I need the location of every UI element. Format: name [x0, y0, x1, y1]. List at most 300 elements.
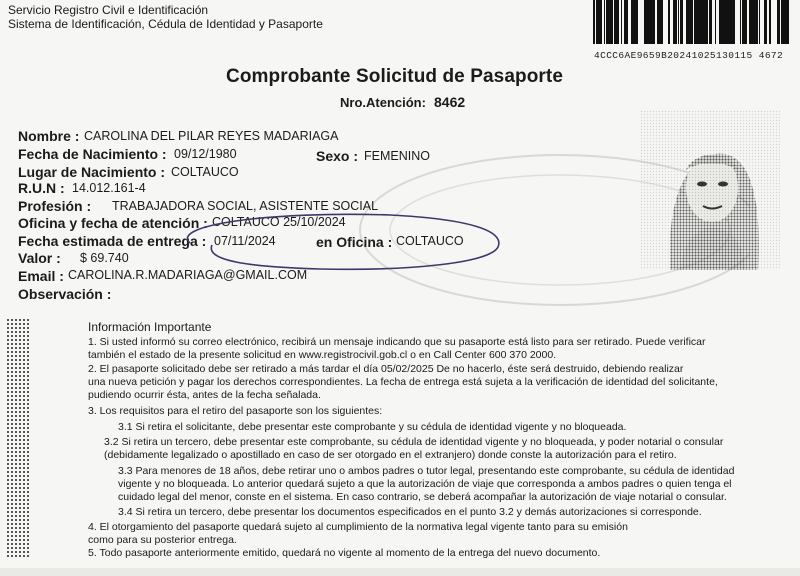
- dot-mark: [11, 483, 13, 485]
- dot-mark: [15, 331, 17, 333]
- header-agency: Servicio Registro Civil e Identificación: [8, 3, 209, 17]
- dot-mark: [7, 551, 9, 553]
- dot-mark: [11, 331, 13, 333]
- dot-mark: [19, 407, 21, 409]
- dot-mark: [7, 367, 9, 369]
- dot-mark: [11, 419, 13, 421]
- dot-mark: [27, 379, 29, 381]
- barcode-bar: [601, 0, 602, 44]
- barcode-bar: [751, 0, 752, 44]
- dot-mark: [15, 519, 17, 521]
- dot-mark: [11, 519, 13, 521]
- dot-mark: [7, 487, 9, 489]
- dot-mark: [23, 431, 25, 433]
- barcode-bar: [724, 0, 725, 44]
- dot-mark: [27, 415, 29, 417]
- dot-mark: [19, 487, 21, 489]
- dot-mark: [23, 547, 25, 549]
- dot-mark: [7, 499, 9, 501]
- barcode-bar: [647, 0, 648, 44]
- dot-mark: [19, 459, 21, 461]
- dot-mark: [11, 487, 13, 489]
- dot-mark: [27, 335, 29, 337]
- dot-mark: [15, 363, 17, 365]
- dot-mark: [27, 343, 29, 345]
- dot-mark: [7, 463, 9, 465]
- dot-mark: [15, 515, 17, 517]
- dot-mark: [23, 507, 25, 509]
- dot-mark: [11, 355, 13, 357]
- dot-mark: [19, 335, 21, 337]
- dot-mark: [11, 479, 13, 481]
- barcode-bar: [742, 0, 744, 44]
- dot-mark: [7, 395, 9, 397]
- dot-mark: [27, 407, 29, 409]
- dot-mark: [15, 431, 17, 433]
- dot-mark: [11, 407, 13, 409]
- barcode-bar: [699, 0, 702, 44]
- dot-column-marker: [6, 318, 36, 558]
- dot-mark: [27, 455, 29, 457]
- dot-mark: [7, 479, 9, 481]
- dot-mark: [11, 455, 13, 457]
- barcode-bar: [659, 0, 662, 44]
- dot-mark: [11, 503, 13, 505]
- dot-mark: [27, 347, 29, 349]
- barcode-bar: [682, 0, 683, 44]
- dot-mark: [27, 339, 29, 341]
- dot-mark: [23, 403, 25, 405]
- dot-mark: [19, 399, 21, 401]
- dot-mark: [19, 455, 21, 457]
- dot-mark: [27, 547, 29, 549]
- dot-mark: [19, 555, 21, 557]
- nombre-label: Nombre :: [18, 128, 80, 144]
- email-value: CAROLINA.R.MADARIAGA@GMAIL.COM: [68, 268, 308, 282]
- dot-mark: [7, 455, 9, 457]
- dot-mark: [7, 319, 9, 321]
- dot-mark: [23, 415, 25, 417]
- dot-mark: [23, 487, 25, 489]
- attention-number: 8462: [434, 94, 466, 110]
- dot-mark: [23, 467, 25, 469]
- dot-mark: [27, 383, 29, 385]
- dot-mark: [11, 403, 13, 405]
- dot-mark: [27, 447, 29, 449]
- run-value: 14.012.161-4: [72, 181, 146, 195]
- dot-mark: [23, 339, 25, 341]
- dot-mark: [15, 323, 17, 325]
- dot-mark: [19, 511, 21, 513]
- dot-mark: [19, 439, 21, 441]
- dot-mark: [19, 359, 21, 361]
- dot-mark: [7, 343, 9, 345]
- dot-mark: [23, 495, 25, 497]
- dot-mark: [11, 379, 13, 381]
- email-label: Email :: [18, 268, 64, 284]
- info-line: 3.3 Para menores de 18 años, debe retirar uno o ambos padres o tutor legal, presentando este comprobante, su cédula de identidad: [118, 465, 735, 477]
- dot-mark: [15, 523, 17, 525]
- nombre-value: CAROLINA DEL PILAR REYES MADARIAGA: [84, 129, 339, 143]
- dot-mark: [15, 411, 17, 413]
- dot-mark: [27, 395, 29, 397]
- oficina-label: Oficina y fecha de atención :: [18, 215, 208, 231]
- dot-mark: [27, 319, 29, 321]
- dot-mark: [11, 343, 13, 345]
- dot-mark: [15, 447, 17, 449]
- dot-mark: [11, 415, 13, 417]
- dot-mark: [11, 439, 13, 441]
- dot-mark: [23, 351, 25, 353]
- entrega-value: 07/11/2024: [214, 234, 276, 248]
- dot-mark: [23, 535, 25, 537]
- attention-label: Nro.Atención:: [340, 95, 426, 110]
- dot-mark: [15, 355, 17, 357]
- dot-mark: [19, 499, 21, 501]
- dot-mark: [23, 491, 25, 493]
- dot-mark: [23, 399, 25, 401]
- dot-mark: [15, 339, 17, 341]
- dot-mark: [15, 495, 17, 497]
- dot-mark: [23, 391, 25, 393]
- barcode-bar: [635, 0, 636, 44]
- dot-mark: [15, 475, 17, 477]
- dot-mark: [23, 423, 25, 425]
- info-line: vigente y no bloqueada. Lo anterior quedará sujeto a que la autorización de viaje que corresponda a ambos padres o quien tenga el: [118, 478, 732, 490]
- barcode-bar: [749, 0, 751, 44]
- barcode-bar: [675, 0, 676, 44]
- dot-mark: [7, 515, 9, 517]
- barcode-bar: [681, 0, 682, 44]
- dot-mark: [15, 551, 17, 553]
- applicant-photo: [640, 110, 780, 270]
- dot-mark: [23, 555, 25, 557]
- dot-mark: [15, 347, 17, 349]
- dot-mark: [23, 375, 25, 377]
- dot-mark: [19, 535, 21, 537]
- dot-mark: [19, 319, 21, 321]
- dot-mark: [23, 319, 25, 321]
- dot-mark: [11, 515, 13, 517]
- barcode-bar: [725, 0, 728, 44]
- dot-mark: [15, 427, 17, 429]
- dot-mark: [11, 435, 13, 437]
- dot-mark: [7, 447, 9, 449]
- dot-mark: [15, 463, 17, 465]
- dot-mark: [27, 355, 29, 357]
- dot-mark: [7, 327, 9, 329]
- dot-mark: [7, 411, 9, 413]
- barcode-bar: [593, 0, 594, 44]
- profesion-label: Profesión :: [18, 198, 92, 214]
- dot-mark: [15, 387, 17, 389]
- dot-mark: [27, 479, 29, 481]
- dot-mark: [23, 499, 25, 501]
- dot-mark: [7, 443, 9, 445]
- dot-mark: [7, 467, 9, 469]
- dot-mark: [7, 387, 9, 389]
- dot-mark: [11, 443, 13, 445]
- dot-mark: [15, 371, 17, 373]
- dot-mark: [19, 527, 21, 529]
- dot-mark: [15, 359, 17, 361]
- dot-mark: [23, 359, 25, 361]
- barcode-bar: [770, 0, 771, 44]
- dot-mark: [7, 383, 9, 385]
- dot-mark: [23, 439, 25, 441]
- dot-mark: [11, 463, 13, 465]
- dot-mark: [19, 519, 21, 521]
- dot-mark: [27, 323, 29, 325]
- dot-mark: [7, 459, 9, 461]
- barcode-bar: [598, 0, 601, 44]
- dot-mark: [23, 411, 25, 413]
- dot-mark: [23, 479, 25, 481]
- dot-mark: [27, 399, 29, 401]
- dot-mark: [27, 351, 29, 353]
- dot-mark: [19, 371, 21, 373]
- dot-mark: [7, 523, 9, 525]
- barcode-bar: [662, 0, 663, 44]
- info-line: también el estado de la presente solicitud en www.registrocivil.gob.cl o en Call Center 600 370 2000.: [88, 349, 557, 361]
- dot-mark: [7, 491, 9, 493]
- dot-mark: [27, 423, 29, 425]
- info-line: 3. Los requisitos para el retiro del pasaporte son los siguientes:: [88, 405, 383, 417]
- dot-mark: [23, 427, 25, 429]
- dot-mark: [11, 347, 13, 349]
- dot-mark: [27, 519, 29, 521]
- dot-mark: [15, 443, 17, 445]
- dot-mark: [15, 395, 17, 397]
- dot-mark: [19, 551, 21, 553]
- header-system: Sistema de Identificación, Cédula de Identidad y Pasaporte: [8, 17, 323, 31]
- dot-mark: [19, 503, 21, 505]
- dot-mark: [11, 451, 13, 453]
- barcode-bar: [668, 0, 669, 44]
- dot-mark: [11, 327, 13, 329]
- barcode-bar: [769, 0, 770, 44]
- barcode-bar: [594, 0, 595, 44]
- dot-mark: [19, 411, 21, 413]
- dot-mark: [19, 391, 21, 393]
- dot-mark: [23, 335, 25, 337]
- dot-mark: [11, 543, 13, 545]
- info-line: 3.4 Si retira un tercero, debe presentar los documentos especificados en el punto 3.2 y demás autorizaciones si corresponde.: [118, 506, 702, 518]
- dot-mark: [23, 347, 25, 349]
- barcode-bar: [746, 0, 747, 44]
- dot-mark: [23, 383, 25, 385]
- dot-mark: [27, 471, 29, 473]
- dot-mark: [23, 435, 25, 437]
- dot-mark: [23, 539, 25, 541]
- dot-mark: [23, 503, 25, 505]
- dot-mark: [27, 523, 29, 525]
- dot-mark: [19, 467, 21, 469]
- dot-mark: [27, 443, 29, 445]
- dot-mark: [23, 463, 25, 465]
- dot-mark: [27, 359, 29, 361]
- dot-mark: [27, 503, 29, 505]
- dot-mark: [7, 351, 9, 353]
- barcode-bar: [719, 0, 721, 44]
- page-title: Comprobante Solicitud de Pasaporte: [226, 66, 564, 87]
- dot-mark: [15, 319, 17, 321]
- dot-mark: [7, 427, 9, 429]
- info-line: 2. El pasaporte solicitado debe ser retirado a más tardar el día 05/02/2025 De no hacerlo, éste será destruido, debiendo realizar: [88, 363, 684, 375]
- dot-mark: [11, 535, 13, 537]
- info-line: cuidado legal del menor, conste en el sistema. En caso contrario, se deberá acompañar la autorización de viaje notarial o consular.: [118, 491, 727, 503]
- dot-mark: [19, 483, 21, 485]
- barcode-bar: [783, 0, 786, 44]
- barcode-bar: [644, 0, 646, 44]
- dot-mark: [7, 471, 9, 473]
- barcode-bar: [678, 0, 679, 44]
- dot-mark: [7, 399, 9, 401]
- info-line: (debidamente legalizado o apostillado en caso de ser otorgado en el extranjero) donde conste la autorización para el retiro.: [104, 449, 677, 461]
- dot-mark: [19, 495, 21, 497]
- dot-mark: [23, 543, 25, 545]
- dot-mark: [15, 527, 17, 529]
- dot-mark: [23, 331, 25, 333]
- dot-mark: [11, 335, 13, 337]
- barcode-bar: [686, 0, 689, 44]
- barcode-bar: [744, 0, 745, 44]
- dot-mark: [7, 507, 9, 509]
- en-oficina-label: en Oficina :: [316, 234, 393, 250]
- dot-mark: [23, 371, 25, 373]
- barcode-bar: [651, 0, 653, 44]
- dot-mark: [19, 323, 21, 325]
- dot-mark: [11, 527, 13, 529]
- dot-mark: [27, 507, 29, 509]
- barcode-bar: [626, 0, 627, 44]
- barcode-bar: [648, 0, 651, 44]
- barcode-bar: [606, 0, 608, 44]
- dot-mark: [15, 351, 17, 353]
- dot-mark: [15, 487, 17, 489]
- barcode-bar: [617, 0, 619, 44]
- dot-mark: [27, 371, 29, 373]
- barcode-bar: [752, 0, 753, 44]
- dot-mark: [11, 427, 13, 429]
- barcode-bar: [705, 0, 708, 44]
- dot-mark: [23, 475, 25, 477]
- info-line: una nueva petición y pagar los derechos correspondientes. La fecha de entrega está sujeta a la verificación de identidad del solicitante,: [88, 376, 718, 388]
- dot-mark: [27, 367, 29, 369]
- dot-mark: [15, 435, 17, 437]
- dot-mark: [11, 447, 13, 449]
- dot-mark: [11, 547, 13, 549]
- dot-mark: [15, 535, 17, 537]
- dot-mark: [11, 395, 13, 397]
- dot-mark: [15, 543, 17, 545]
- dot-mark: [7, 371, 9, 373]
- page-edge: [0, 568, 800, 576]
- barcode-bar: [753, 0, 756, 44]
- barcode-bar: [676, 0, 677, 44]
- dot-mark: [23, 443, 25, 445]
- observacion-label: Observación :: [18, 286, 112, 302]
- dot-mark: [11, 495, 13, 497]
- dot-mark: [7, 543, 9, 545]
- dot-mark: [15, 499, 17, 501]
- dot-mark: [23, 527, 25, 529]
- dot-mark: [23, 447, 25, 449]
- dot-mark: [15, 391, 17, 393]
- dot-mark: [7, 483, 9, 485]
- dot-mark: [11, 323, 13, 325]
- dot-mark: [23, 327, 25, 329]
- dot-mark: [15, 483, 17, 485]
- barcode-bar: [631, 0, 632, 44]
- barcode-bar: [674, 0, 675, 44]
- dot-mark: [27, 327, 29, 329]
- dot-mark: [23, 419, 25, 421]
- barcode-bar: [734, 0, 735, 44]
- info-line: pudiendo ocurrir ésta, antes de la fecha señalada.: [88, 389, 321, 401]
- dot-mark: [19, 339, 21, 341]
- dot-mark: [7, 331, 9, 333]
- dot-mark: [15, 439, 17, 441]
- barcode-graphic: [590, 0, 790, 44]
- dot-mark: [11, 351, 13, 353]
- dot-mark: [7, 323, 9, 325]
- barcode-bar: [624, 0, 626, 44]
- barcode-bar: [610, 0, 613, 44]
- dot-mark: [27, 451, 29, 453]
- dot-mark: [7, 527, 9, 529]
- profesion-value: TRABAJADORA SOCIAL, ASISTENTE SOCIAL: [112, 199, 379, 213]
- dot-mark: [15, 455, 17, 457]
- dot-mark: [7, 451, 9, 453]
- dot-mark: [7, 355, 9, 357]
- dot-mark: [7, 363, 9, 365]
- barcode-bar: [633, 0, 635, 44]
- dot-mark: [11, 423, 13, 425]
- barcode-text: 4CCC6AE9659B20241025130115 4672: [594, 50, 784, 61]
- dot-mark: [7, 347, 9, 349]
- dot-mark: [19, 451, 21, 453]
- dot-mark: [7, 531, 9, 533]
- dot-mark: [11, 399, 13, 401]
- info-title: Información Importante: [88, 320, 212, 334]
- dot-mark: [19, 343, 21, 345]
- dot-mark: [19, 379, 21, 381]
- dot-mark: [27, 539, 29, 541]
- barcode-bar: [680, 0, 681, 44]
- barcode-bar: [614, 0, 615, 44]
- dot-mark: [27, 535, 29, 537]
- barcode-bar: [692, 0, 693, 44]
- barcode-bar: [721, 0, 724, 44]
- barcode-bar: [621, 0, 622, 44]
- info-line: 5. Todo pasaporte anteriormente emitido, quedará no vigente al momento de la entrega del nuevo documento.: [88, 547, 601, 559]
- dot-mark: [7, 503, 9, 505]
- entrega-label: Fecha estimada de entrega :: [18, 233, 207, 249]
- barcode-bar: [690, 0, 692, 44]
- dot-mark: [7, 519, 9, 521]
- barcode-bar: [728, 0, 730, 44]
- dot-mark: [15, 343, 17, 345]
- dot-mark: [19, 367, 21, 369]
- barcode-bar: [732, 0, 734, 44]
- dot-mark: [11, 459, 13, 461]
- nacimiento-value: 09/12/1980: [174, 147, 237, 161]
- dot-mark: [19, 435, 21, 437]
- dot-mark: [7, 535, 9, 537]
- dot-mark: [23, 355, 25, 357]
- dot-mark: [7, 439, 9, 441]
